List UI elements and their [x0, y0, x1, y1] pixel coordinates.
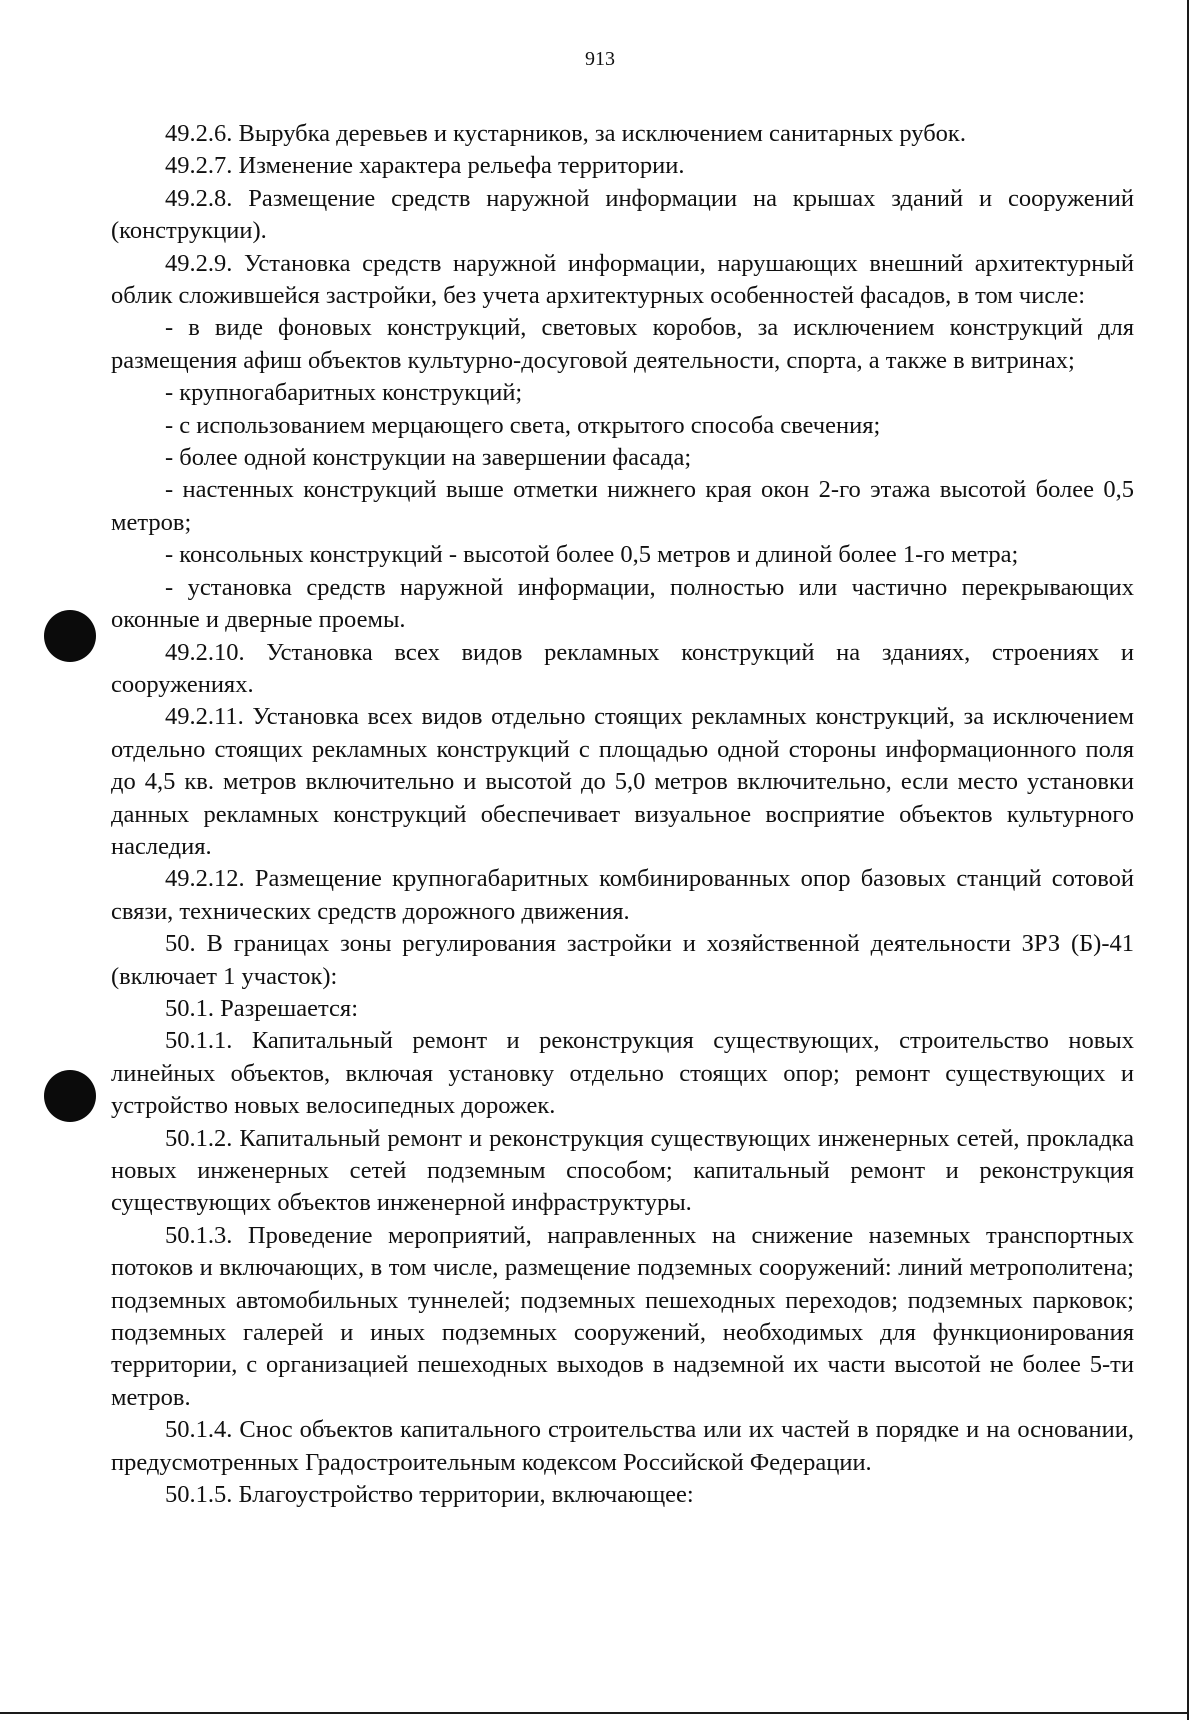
paragraph-49-2-9: 49.2.9. Установка средств наружной информации, нарушающих внешний архитектурный облик сложившейся застройки, без учета архитектурных особенностей фасадов, в том числе: [111, 249, 1134, 310]
page-edge-right [1187, 0, 1189, 1720]
paragraph-50-1-2: 50.1.2. Капитальный ремонт и реконструкция существующих инженерных сетей, прокладка новых инженерных сетей подземным способом; капитальный ремонт и реконструкция существующих объектов инженерной инфраструктуры. [111, 1124, 1134, 1217]
list-item: - консольных конструкций - высотой более 0,5 метров и длиной более 1-го метра; [165, 541, 1019, 569]
paragraph-49-2-11: 49.2.11. Установка всех видов отдельно стоящих рекламных конструкций, за исключением отдельно стоящих рекламных конструкций с площадью одной стороны информационного поля до 4,5 кв. метров включительно и высотой до 5,0 метров включительно, если место установки данных рекламных конструкций обеспечивает визуальное восприятие объектов культурного наследия. [111, 703, 1134, 860]
punch-hole-mark [44, 1070, 96, 1122]
list-item: - крупногабаритных конструкций; [165, 379, 523, 407]
list-item: - более одной конструкции на завершении фасада; [165, 444, 692, 472]
paragraph-49-2-8: 49.2.8. Размещение средств наружной информации на крышах зданий и сооружений (конструкции). [111, 184, 1134, 245]
paragraph-50-1-5: 50.1.5. Благоустройство территории, включающее: [165, 1481, 694, 1509]
paragraph-49-2-12: 49.2.12. Размещение крупногабаритных комбинированных опор базовых станций сотовой связи, технических средств дорожного движения. [111, 865, 1134, 925]
paragraph-49-2-10: 49.2.10. Установка всех видов рекламных конструкций на зданиях, строениях и сооружениях. [111, 638, 1134, 698]
punch-hole-mark [44, 610, 96, 662]
page-edge-bottom [0, 1712, 1189, 1714]
paragraph-50-1-1: 50.1.1. Капитальный ремонт и реконструкция существующих, строительство новых линейных объектов, включая установку отдельно стоящих опор; ремонт существующих и устройство новых велосипедных дорожек. [111, 1027, 1134, 1120]
paragraph-49-2-7: 49.2.7. Изменение характера рельефа территории. [165, 152, 685, 180]
page-number: 913 [585, 48, 615, 70]
paragraph-50-1-4: 50.1.4. Снос объектов капитального строительства или их частей в порядке и на основании, предусмотренных Градостроительным кодексом Российской Федерации. [111, 1416, 1134, 1476]
paragraph-50-1: 50.1. Разрешается: [165, 994, 358, 1022]
document-body [111, 118, 1134, 1511]
list-item: - настенных конструкций выше отметки нижнего края окон 2-го этажа высотой более 0,5 метров; [111, 476, 1134, 536]
paragraph-49-2-6: 49.2.6. Вырубка деревьев и кустарников, за исключением санитарных рубок. [165, 120, 966, 147]
list-item: - установка средств наружной информации, полностью или частично перекрывающих оконные и дверные проемы. [111, 573, 1134, 634]
paragraph-50-1-3: 50.1.3. Проведение мероприятий, направленных на снижение наземных транспортных потоков и включающих, в том числе, размещение подземных сооружений: линий метрополитена; подземных автомобильных туннелей; подземных пешеходных переходов; подземных парковок; подземных галерей и иных подземных сооружений, необходимых для функционирования территории, с организацией пешеходных выходов в надземной их части высотой не более 5-ти метров. [111, 1221, 1134, 1411]
list-item: - с использованием мерцающего света, открытого способа свечения; [165, 411, 881, 439]
paragraph-50: 50. В границах зоны регулирования застройки и хозяйственной деятельности ЗРЗ (Б)-41 (включает 1 участок): [111, 930, 1134, 990]
list-item: - в виде фоновых конструкций, световых коробов, за исключением конструкций для размещения афиш объектов культурно-досуговой деятельности, спорта, а также в витринах; [111, 314, 1134, 374]
